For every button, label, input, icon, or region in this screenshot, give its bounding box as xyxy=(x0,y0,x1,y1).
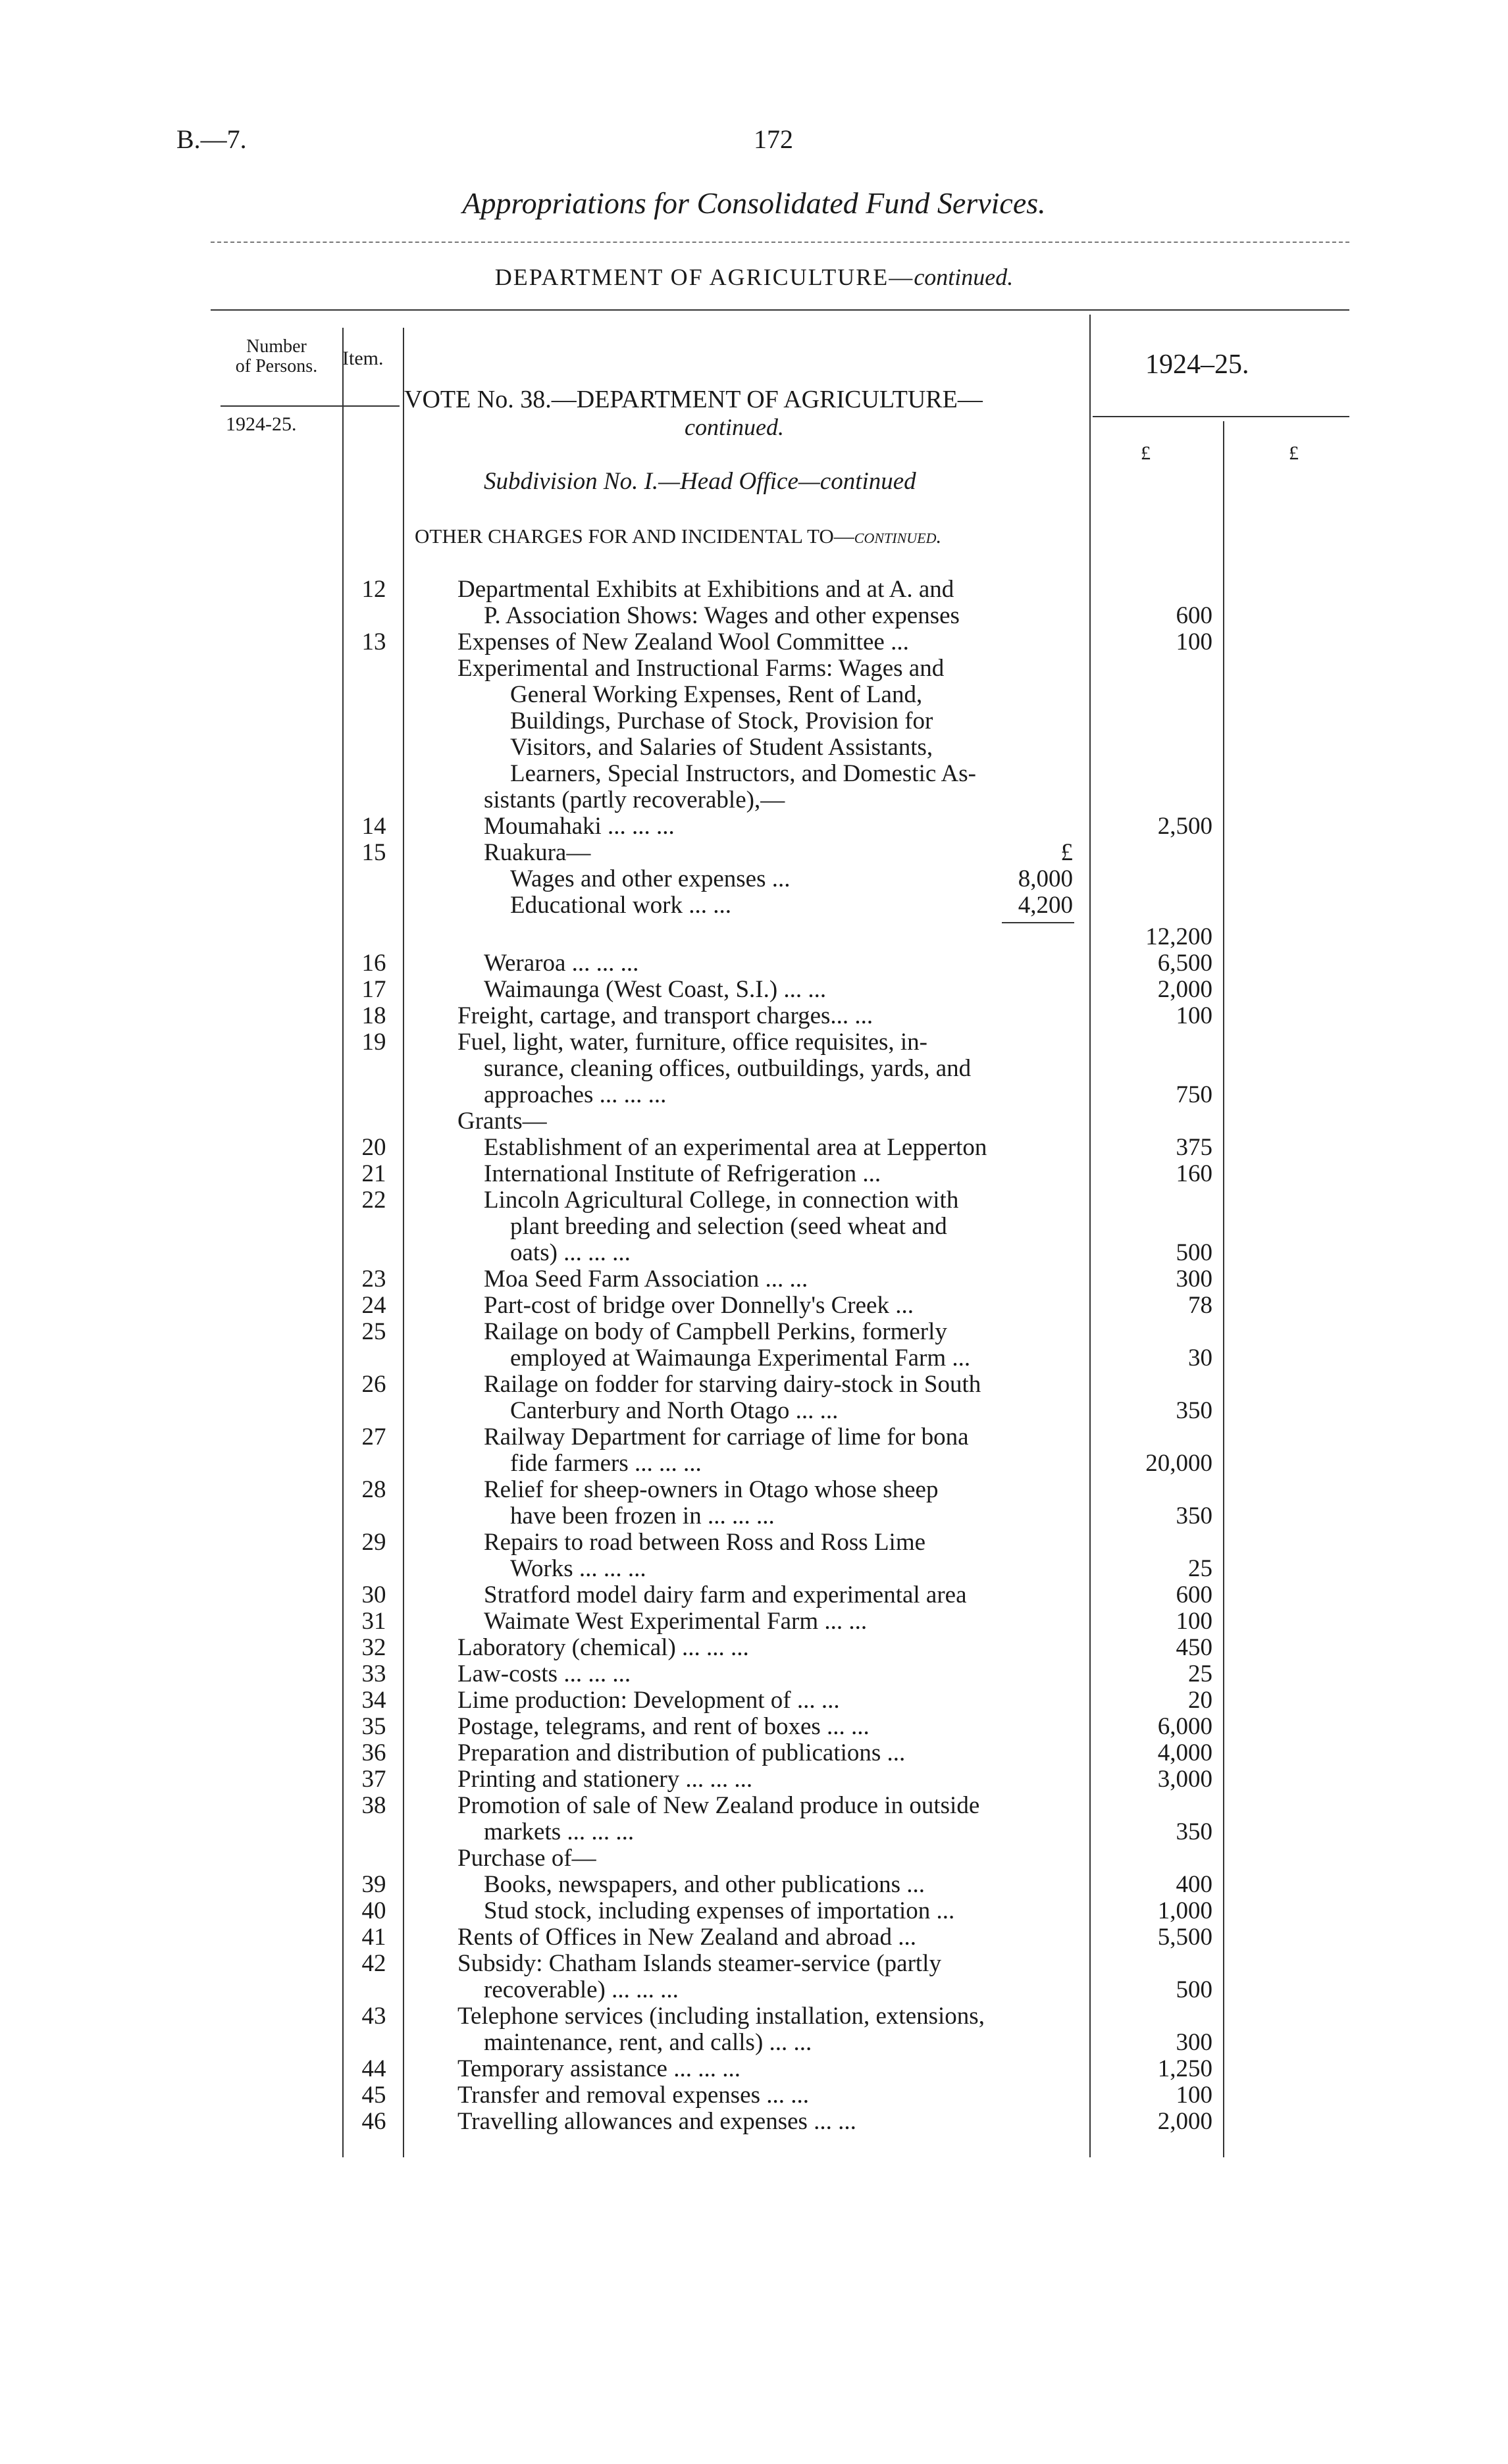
item-text: Waimaunga (West Coast, S.I.) ... ... xyxy=(484,976,827,1003)
item-number: 37 xyxy=(361,1766,386,1793)
table-row xyxy=(0,1398,1508,1424)
item-text: Railage on fodder for starving dairy-stock in South xyxy=(484,1371,981,1398)
item-amount: 375 xyxy=(1176,1134,1212,1161)
item-number: 18 xyxy=(361,1002,386,1029)
table-row xyxy=(0,1161,1508,1187)
table-row xyxy=(0,977,1508,1003)
year-header-right: 1924–25. xyxy=(1145,349,1249,380)
item-amount: 30 xyxy=(1188,1345,1212,1372)
table-row xyxy=(0,1872,1508,1898)
item-text: Experimental and Instructional Farms: Wages and xyxy=(457,655,945,682)
table-row xyxy=(0,787,1508,813)
item-text: sistants (partly recoverable),— xyxy=(484,786,785,813)
table-row xyxy=(0,1898,1508,1924)
table-row xyxy=(0,1529,1508,1556)
item-text: surance, cleaning offices, outbuildings, yards, and xyxy=(484,1055,972,1082)
item-number: 33 xyxy=(361,1660,386,1687)
department-heading: DEPARTMENT OF AGRICULTURE—continued. xyxy=(494,264,1014,290)
item-number: 19 xyxy=(361,1029,386,1056)
page-title: Appropriations for Consolidated Fund Services. xyxy=(462,186,1046,220)
item-text: Part-cost of bridge over Donnelly's Creek ... xyxy=(484,1292,914,1319)
table-row xyxy=(0,1319,1508,1345)
table-row xyxy=(0,2003,1508,2030)
item-number: 46 xyxy=(361,2108,386,2135)
table-row xyxy=(0,1345,1508,1372)
item-number: 40 xyxy=(361,1897,386,1924)
table-row xyxy=(0,1924,1508,1951)
vote-title: VOTE No. 38.—DEPARTMENT OF AGRICULTURE— xyxy=(404,386,983,413)
item-number: 45 xyxy=(361,2082,386,2109)
table-row xyxy=(0,1029,1508,1056)
item-text: Visitors, and Salaries of Student Assistants, xyxy=(510,734,933,761)
table-row xyxy=(0,1793,1508,1819)
item-number: 38 xyxy=(361,1792,386,1819)
item-amount: 350 xyxy=(1176,1397,1212,1424)
item-number: 35 xyxy=(361,1713,386,1740)
title-rule xyxy=(211,242,1349,243)
table-row xyxy=(0,1135,1508,1161)
item-text: markets ... ... ... xyxy=(484,1818,635,1845)
item-text: Works ... ... ... xyxy=(510,1555,646,1582)
table-row xyxy=(0,1582,1508,1608)
item-text: Printing and stationery ... ... ... xyxy=(457,1766,753,1793)
table-row xyxy=(0,1819,1508,1845)
inner-amount: £ xyxy=(1060,839,1073,866)
item-amount: 750 xyxy=(1176,1081,1212,1108)
table-row xyxy=(0,866,1508,892)
item-amount: 350 xyxy=(1176,1818,1212,1845)
item-text: Moumahaki ... ... ... xyxy=(484,813,675,840)
item-number: 42 xyxy=(361,1950,386,1977)
item-amount: 400 xyxy=(1176,1871,1212,1898)
item-number: 21 xyxy=(361,1160,386,1187)
item-text: Travelling allowances and expenses ... ... xyxy=(457,2108,856,2135)
report-reference: B.—7. xyxy=(176,124,247,154)
item-number: 25 xyxy=(361,1318,386,1345)
item-number: 32 xyxy=(361,1634,386,1661)
item-number: 31 xyxy=(361,1608,386,1635)
table-row xyxy=(0,1714,1508,1740)
item-text: plant breeding and selection (seed wheat and xyxy=(510,1213,947,1240)
table-row xyxy=(0,1450,1508,1477)
table-row xyxy=(0,1424,1508,1450)
item-text: Transfer and removal expenses ... ... xyxy=(457,2082,809,2109)
number-of-persons-header: Number of Persons. xyxy=(235,336,318,376)
table-row xyxy=(0,1187,1508,1214)
item-text: Postage, telegrams, and rent of boxes ... ... xyxy=(457,1713,870,1740)
table-row xyxy=(0,2056,1508,2082)
currency-column-1: £ xyxy=(1141,442,1151,464)
table-row xyxy=(0,1240,1508,1266)
item-text: General Working Expenses, Rent of Land, xyxy=(510,681,923,708)
item-amount: 100 xyxy=(1176,1002,1212,1029)
table-row xyxy=(0,1266,1508,1293)
table-row xyxy=(0,813,1508,840)
item-text: P. Association Shows: Wages and other expenses xyxy=(484,602,960,629)
item-amount: 500 xyxy=(1176,1976,1212,2003)
item-text: Temporary assistance ... ... ... xyxy=(457,2055,741,2082)
item-text: Establishment of an experimental area at Lepperton xyxy=(484,1134,987,1161)
section-heading: OTHER CHARGES FOR AND INCIDENTAL TO—continued. xyxy=(415,525,942,548)
item-text: Lime production: Development of ... ... xyxy=(457,1687,840,1714)
table-row xyxy=(0,629,1508,655)
item-amount: 300 xyxy=(1176,2029,1212,2056)
item-text: Freight, cartage, and transport charges... ... xyxy=(457,1002,873,1029)
item-amount: 25 xyxy=(1188,1660,1212,1687)
item-number: 36 xyxy=(361,1739,386,1766)
table-row xyxy=(0,1635,1508,1661)
table-row xyxy=(0,1503,1508,1529)
table-row xyxy=(0,603,1508,629)
table-row xyxy=(0,2109,1508,2135)
item-text: Relief for sheep-owners in Otago whose sheep xyxy=(484,1476,939,1503)
subtotal-rule xyxy=(1002,922,1074,923)
item-number: 22 xyxy=(361,1187,386,1214)
table-row xyxy=(0,655,1508,682)
item-text: Waimate West Experimental Farm ... ... xyxy=(484,1608,868,1635)
table-row xyxy=(0,1556,1508,1582)
item-amount: 600 xyxy=(1176,1581,1212,1608)
item-text: Educational work ... ... xyxy=(510,892,731,919)
item-number: 41 xyxy=(361,1924,386,1951)
item-text: fide farmers ... ... ... xyxy=(510,1450,702,1477)
item-amount: 160 xyxy=(1176,1160,1212,1187)
year-header-left: 1924-25. xyxy=(226,413,297,435)
table-row xyxy=(0,1740,1508,1766)
table-row xyxy=(0,1845,1508,1872)
item-number: 39 xyxy=(361,1871,386,1898)
item-number: 34 xyxy=(361,1687,386,1714)
item-text: International Institute of Refrigeration ... xyxy=(484,1160,881,1187)
item-text: approaches ... ... ... xyxy=(484,1081,667,1108)
table-row xyxy=(0,2082,1508,2109)
item-amount: 20 xyxy=(1188,1687,1212,1714)
item-text: Lincoln Agricultural College, in connection with xyxy=(484,1187,959,1214)
table-row xyxy=(0,1108,1508,1135)
item-text: Expenses of New Zealand Wool Committee ... xyxy=(457,629,909,655)
item-text: Subsidy: Chatham Islands steamer-service (partly xyxy=(457,1950,941,1977)
table-row xyxy=(0,924,1508,950)
item-amount: 100 xyxy=(1176,629,1212,655)
item-amount: 4,000 xyxy=(1157,1739,1212,1766)
table-row xyxy=(0,840,1508,866)
table-row xyxy=(0,1951,1508,1977)
item-amount: 20,000 xyxy=(1145,1450,1212,1477)
item-text: Rents of Offices in New Zealand and abroad ... xyxy=(457,1924,916,1951)
item-text: Railage on body of Campbell Perkins, formerly xyxy=(484,1318,947,1345)
item-amount: 12,200 xyxy=(1145,923,1212,950)
table-row xyxy=(0,892,1508,919)
item-text: Preparation and distribution of publications ... xyxy=(457,1739,906,1766)
item-text: Learners, Special Instructors, and Domestic As- xyxy=(510,760,976,787)
item-number: 26 xyxy=(361,1371,386,1398)
table-row xyxy=(0,1372,1508,1398)
item-text: Departmental Exhibits at Exhibitions and at A. and xyxy=(457,576,954,603)
item-text: Ruakura— xyxy=(484,839,591,866)
item-number: 29 xyxy=(361,1529,386,1556)
item-number: 15 xyxy=(361,839,386,866)
item-text: Purchase of— xyxy=(457,1845,596,1872)
item-number: 24 xyxy=(361,1292,386,1319)
subdivision-heading: Subdivision No. I.—Head Office—continued xyxy=(484,468,916,495)
item-amount: 450 xyxy=(1176,1634,1212,1661)
persons-header-rule xyxy=(221,405,400,407)
item-number: 23 xyxy=(361,1266,386,1293)
table-row xyxy=(0,761,1508,787)
table-top-rule xyxy=(211,309,1349,311)
table-row xyxy=(0,1082,1508,1108)
table-row xyxy=(0,708,1508,734)
item-number: 16 xyxy=(361,950,386,977)
item-text: Promotion of sale of New Zealand produce in outside xyxy=(457,1792,980,1819)
item-amount: 1,250 xyxy=(1157,2055,1212,2082)
item-amount: 6,500 xyxy=(1157,950,1212,977)
item-number: 43 xyxy=(361,2003,386,2030)
item-text: Grants— xyxy=(457,1108,547,1135)
table-row xyxy=(0,1977,1508,2003)
table-row xyxy=(0,1687,1508,1714)
table-row xyxy=(0,682,1508,708)
item-text: Fuel, light, water, furniture, office requisites, in- xyxy=(457,1029,928,1056)
item-amount: 2,500 xyxy=(1157,813,1212,840)
item-text: have been frozen in ... ... ... xyxy=(510,1502,775,1529)
item-text: Railway Department for carriage of lime for bona xyxy=(484,1424,969,1450)
page-number: 172 xyxy=(754,124,793,154)
item-amount: 3,000 xyxy=(1157,1766,1212,1793)
item-number: 14 xyxy=(361,813,386,840)
table-row xyxy=(0,2030,1508,2056)
item-text: Books, newspapers, and other publications ... xyxy=(484,1871,925,1898)
item-text: oats) ... ... ... xyxy=(510,1239,631,1266)
year-right-rule xyxy=(1093,416,1349,417)
item-amount: 1,000 xyxy=(1157,1897,1212,1924)
item-number: 20 xyxy=(361,1134,386,1161)
item-text: Laboratory (chemical) ... ... ... xyxy=(457,1634,749,1661)
currency-column-2: £ xyxy=(1289,442,1299,464)
table-row xyxy=(0,1477,1508,1503)
item-text: Weraroa ... ... ... xyxy=(484,950,639,977)
item-amount: 78 xyxy=(1188,1292,1212,1319)
item-text: Telephone services (including installation, extensions, xyxy=(457,2003,985,2030)
table-row xyxy=(0,1661,1508,1687)
item-text: Buildings, Purchase of Stock, Provision for xyxy=(510,707,933,734)
table-row xyxy=(0,734,1508,761)
item-amount: 5,500 xyxy=(1157,1924,1212,1951)
table-row xyxy=(0,1293,1508,1319)
item-text: Law-costs ... ... ... xyxy=(457,1660,631,1687)
item-amount: 600 xyxy=(1176,602,1212,629)
item-text: recoverable) ... ... ... xyxy=(484,1976,679,2003)
item-text: Moa Seed Farm Association ... ... xyxy=(484,1266,808,1293)
item-number: 30 xyxy=(361,1581,386,1608)
table-row xyxy=(0,1608,1508,1635)
vote-continued: continued. xyxy=(685,414,784,440)
item-number: 13 xyxy=(361,629,386,655)
item-amount: 6,000 xyxy=(1157,1713,1212,1740)
item-text: maintenance, rent, and calls) ... ... xyxy=(484,2029,812,2056)
item-amount: 100 xyxy=(1176,1608,1212,1635)
item-amount: 2,000 xyxy=(1157,2108,1212,2135)
item-text: Stratford model dairy farm and experimental area xyxy=(484,1581,967,1608)
inner-amount: 4,200 xyxy=(1018,892,1073,919)
table-row xyxy=(0,577,1508,603)
item-amount: 500 xyxy=(1176,1239,1212,1266)
item-header: Item. xyxy=(342,347,384,369)
item-amount: 350 xyxy=(1176,1502,1212,1529)
item-amount: 25 xyxy=(1188,1555,1212,1582)
item-text: Repairs to road between Ross and Ross Lime xyxy=(484,1529,926,1556)
table-row xyxy=(0,950,1508,977)
item-amount: 100 xyxy=(1176,2082,1212,2109)
item-text: employed at Waimaunga Experimental Farm ... xyxy=(510,1345,971,1372)
inner-amount: 8,000 xyxy=(1018,865,1073,892)
table-row xyxy=(0,1003,1508,1029)
item-number: 12 xyxy=(361,576,386,603)
item-number: 28 xyxy=(361,1476,386,1503)
item-text: Wages and other expenses ... xyxy=(510,865,791,892)
table-row xyxy=(0,1214,1508,1240)
item-amount: 2,000 xyxy=(1157,976,1212,1003)
item-text: Stud stock, including expenses of importation ... xyxy=(484,1897,955,1924)
table-row xyxy=(0,1056,1508,1082)
table-row xyxy=(0,1766,1508,1793)
item-amount: 300 xyxy=(1176,1266,1212,1293)
item-text: Canterbury and North Otago ... ... xyxy=(510,1397,839,1424)
item-number: 44 xyxy=(361,2055,386,2082)
item-number: 17 xyxy=(361,976,386,1003)
item-number: 27 xyxy=(361,1424,386,1450)
